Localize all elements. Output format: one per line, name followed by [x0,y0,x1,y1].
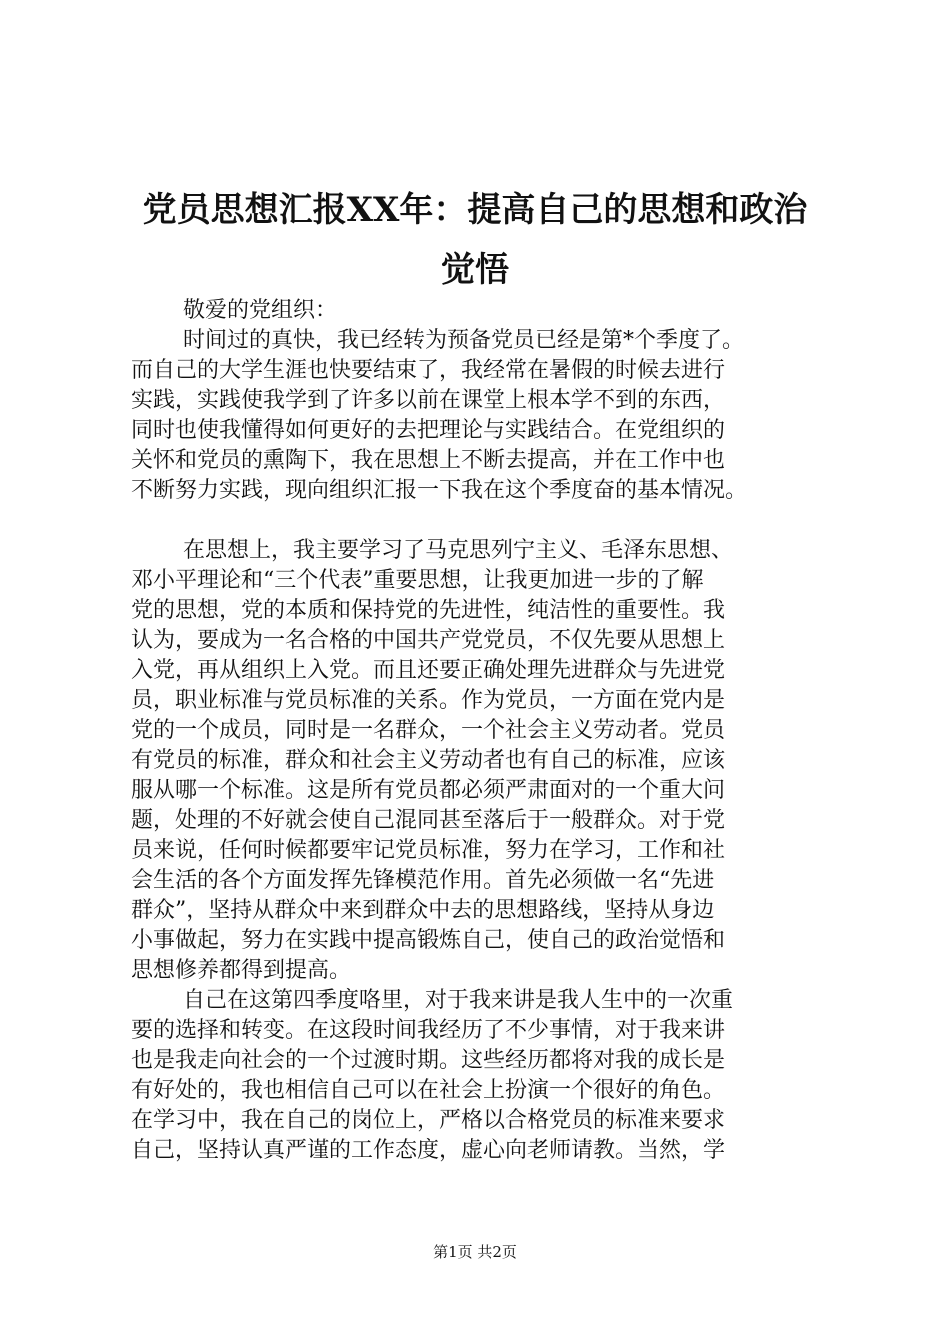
paragraph-1 [131,326,831,506]
paragraph-line: 有党员的标准，群众和社会主义劳动者也有自己的标准，应该 [131,748,726,773]
paragraph-line: 小事做起，努力在实践中提高锻炼自己，使自己的政治觉悟和 [131,928,726,953]
document-title-line-1: 党员思想汇报XX年：提高自己的思想和政治 [142,190,808,230]
paragraph-line: 会生活的各个方面发挥先锋模范作用。首先必须做一名“先进 [131,868,715,893]
paragraph-line: 同时也使我懂得如何更好的去把理论与实践结合。在党组织的 [131,418,726,443]
paragraph-line: 而自己的大学生涯也快要结束了，我经常在暑假的时候去进行 [131,358,726,383]
paragraph-line: 邓小平理论和“三个代表”重要思想，让我更加进一步的了解 [131,568,704,593]
paragraph-line: 认为，要成为一名合格的中国共产党党员，不仅先要从思想上 [131,628,726,653]
paragraph-line: 在思想上，我主要学习了马克思列宁主义、毛泽东思想、 [183,538,734,563]
paragraph-line: 党的思想，党的本质和保持党的先进性，纯洁性的重要性。我 [131,598,726,623]
document-body [131,296,831,1166]
paragraph-line: 在学习中，我在自己的岗位上，严格以合格党员的标准来要求 [131,1108,726,1133]
paragraph-line: 关怀和党员的熏陶下，我在思想上不断去提高，并在工作中也 [131,448,726,473]
paragraph-line: 思想修养都得到提高。 [131,958,352,983]
paragraph-3 [131,986,831,1166]
paragraph-line: 实践，实践使我学到了许多以前在课堂上根本学不到的东西， [131,388,726,413]
paragraph-line: 要的选择和转变。在这段时间我经历了不少事情，对于我来讲 [131,1018,726,1043]
paragraph-line: 员，职业标准与党员标准的关系。作为党员，一方面在党内是 [131,688,726,713]
paragraph-line: 党的一个成员，同时是一名群众，一个社会主义劳动者。党员 [131,718,726,743]
paragraph-line: 时间过的真快，我已经转为预备党员已经是第*个季度了。 [183,328,745,353]
paragraph-line: 有好处的，我也相信自己可以在社会上扮演一个很好的角色。 [131,1078,726,1103]
paragraph-line: 群众”，坚持从群众中来到群众中去的思想路线，坚持从身边 [131,898,715,923]
paragraph-line: 服从哪一个标准。这是所有党员都必须严肃面对的一个重大问 [131,778,726,803]
paragraph-2 [131,536,831,986]
paragraph-spacer [131,506,831,536]
salutation: 敬爱的党组织： [183,298,338,323]
paragraph-line: 入党，再从组织上入党。而且还要正确处理先进群众与先进党 [131,658,726,683]
paragraph-line: 题，处理的不好就会使自己混同甚至落后于一般群众。对于党 [131,808,726,833]
paragraph-line: 员来说，任何时候都要牢记党员标准，努力在学习，工作和社 [131,838,726,863]
paragraph-line: 自己，坚持认真严谨的工作态度，虚心向老师请教。当然，学 [131,1138,726,1163]
document-title-line-2: 觉悟 [441,250,509,290]
paragraph-line: 也是我走向社会的一个过渡时期。这些经历都将对我的成长是 [131,1048,726,1073]
paragraph-line: 自己在这第四季度咯里，对于我来讲是我人生中的一次重 [183,988,734,1013]
page-footer: 第1页 共2页 [433,1243,517,1261]
paragraph-line: 不断努力实践，现向组织汇报一下我在这个季度奋的基本情况。 [131,478,748,503]
